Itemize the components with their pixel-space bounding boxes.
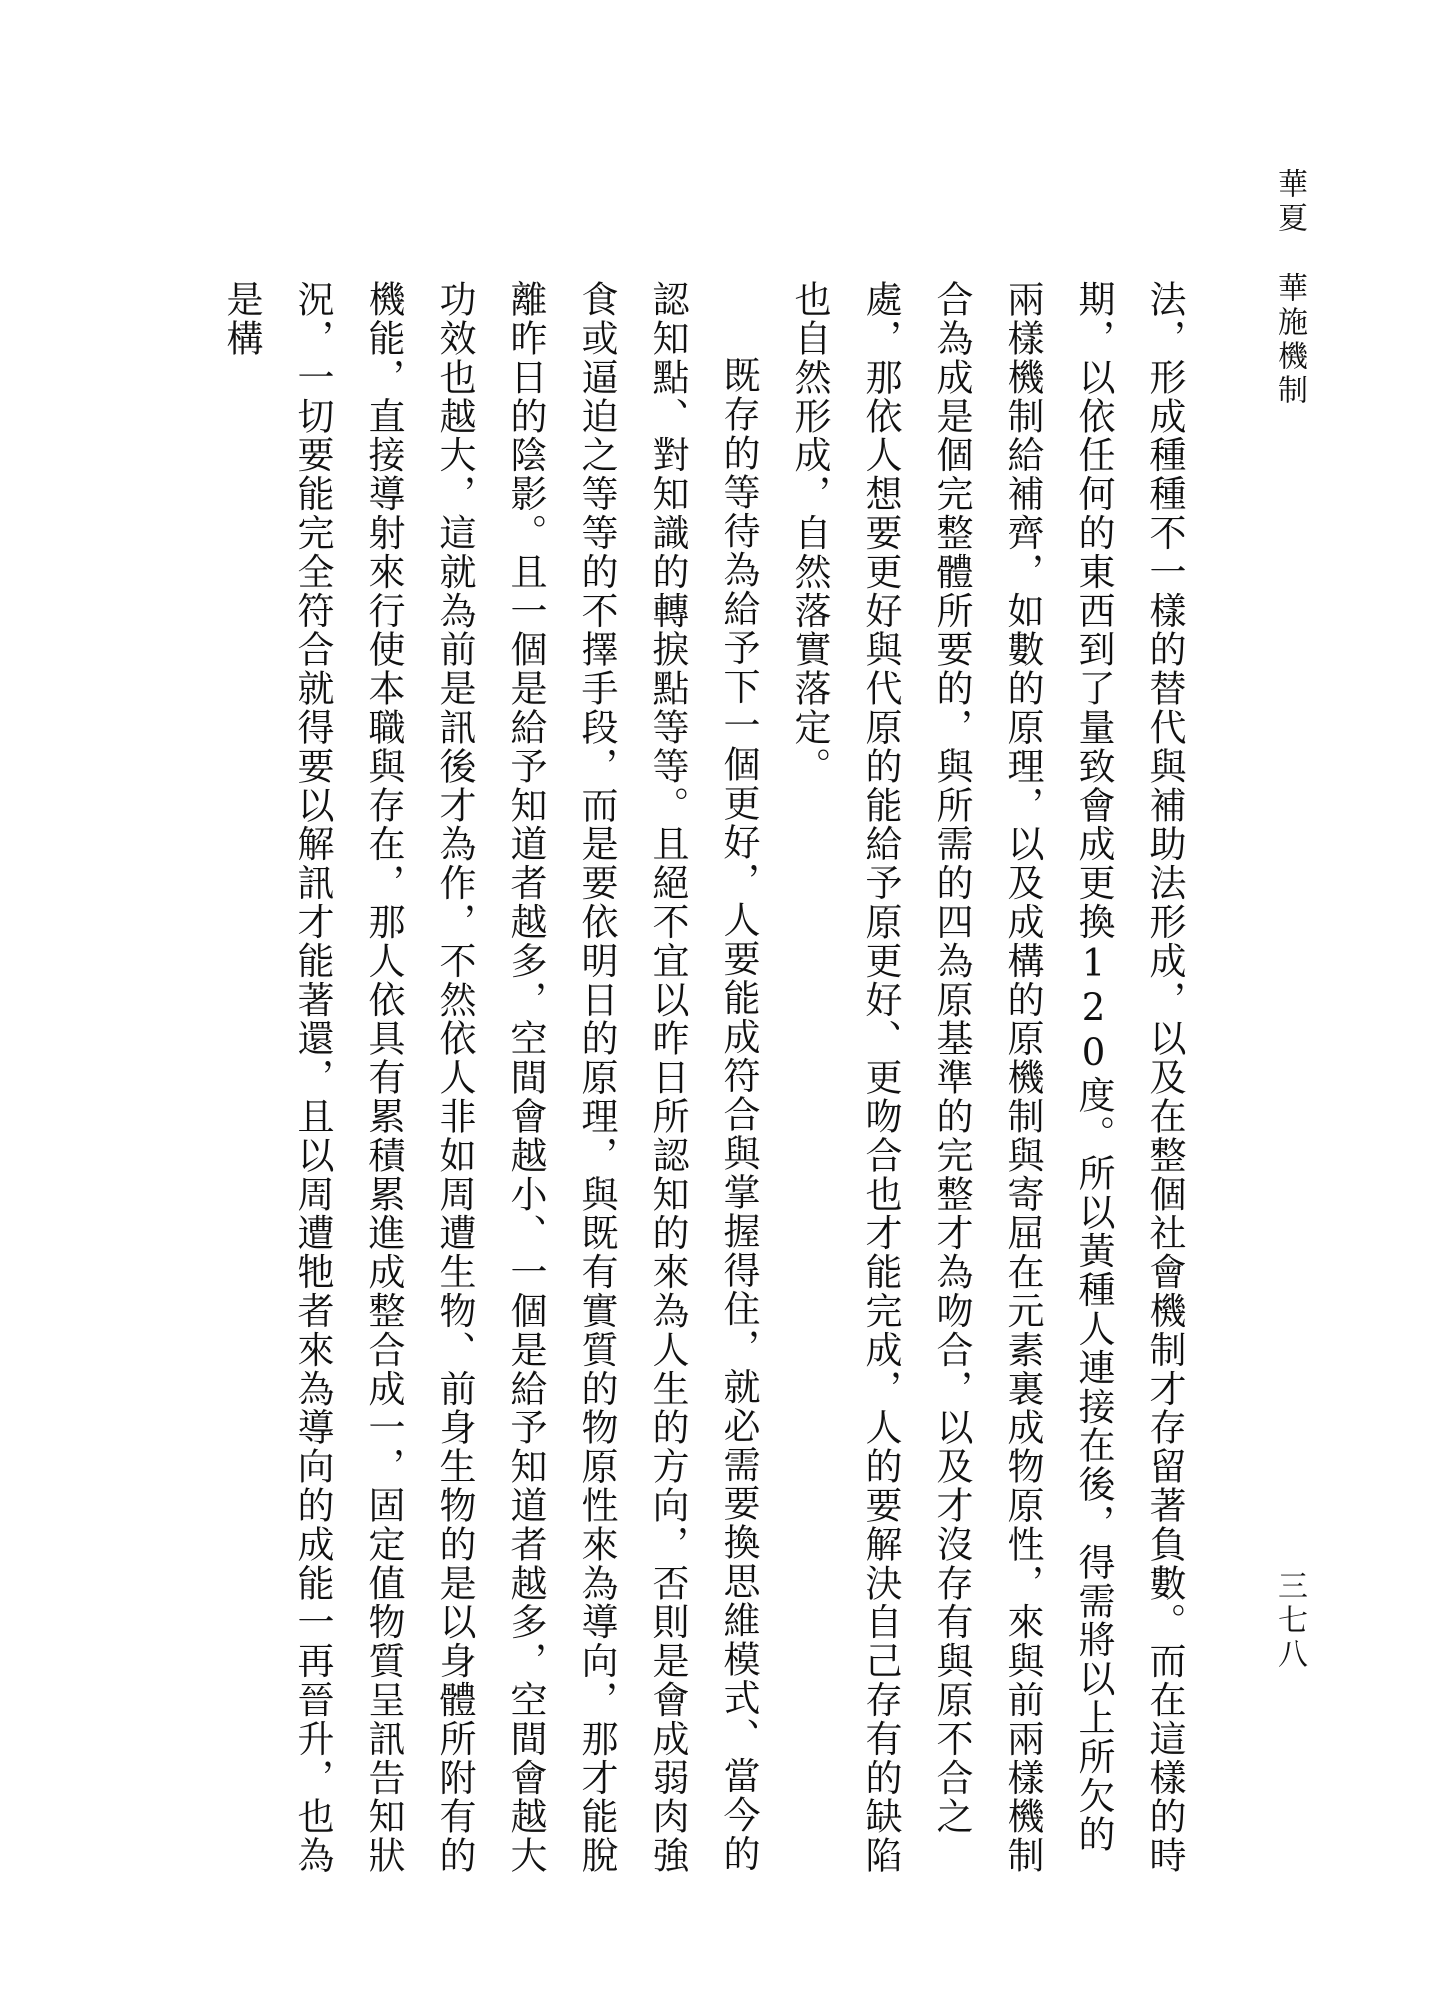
paragraph-1: [774, 280, 1200, 1880]
paragraph-2-text: 既存的等待為給予下一個更好，人要能成符合與掌握得住，就必需要換思維模式、當今的認知點、對知識的轉捩點等等。且絕不宜以昨日所認知的來為人生的方向，否則是會成弱肉強食或逼迫之等等的不擇手段，而是要依明日的原理，與既有實質的物原性來為導向，那才能脫離昨日的陰影。且一個是給予知道者越多，空間會越小、一個是給予知道者越多，空間會越大功效也越大，這就為前是訊後才為作，不然依人非如周遭生物、前身生物的是以身體所附有的機能，直接導射來行使本職與存在，那人依具有累積累進成整合成一，固定值物質呈訊告知狀況，一切要能完全符合就得要以解訊才能著還，且以周遭牠者來為導向的成能一再晉升，也為是構: [220, 280, 760, 1875]
paragraph-2: [206, 280, 774, 1880]
paragraph-1-text: 法，形成種種不一樣的替代與補助法形成，以及在整個社會機制才存留著負數。而在這樣的時期，以依任何的東西到了量致會成更換120度。所以黃種人連接在後，得需將以上所欠的兩樣機制給補齊，如數的原理，以及成構的原機制與寄屈在元素裏成物原性，來與前兩樣機制合為成是個完整體所要的，與所需的四為原基準的完整才為吻合，以及才沒存有與原不合之處，那依人想要更好與代原的能給予原更好、更吻合也才能完成，人的要解決自己存有的缺陷也自然形成，自然落實落定。: [788, 280, 1186, 1875]
page-number: 三七八: [1272, 1570, 1307, 1672]
header-book-title: 華夏: [1272, 168, 1307, 236]
running-header: [1272, 168, 1307, 408]
body-text: [180, 280, 1200, 1880]
header-chapter-title: 華施機制: [1272, 272, 1307, 408]
